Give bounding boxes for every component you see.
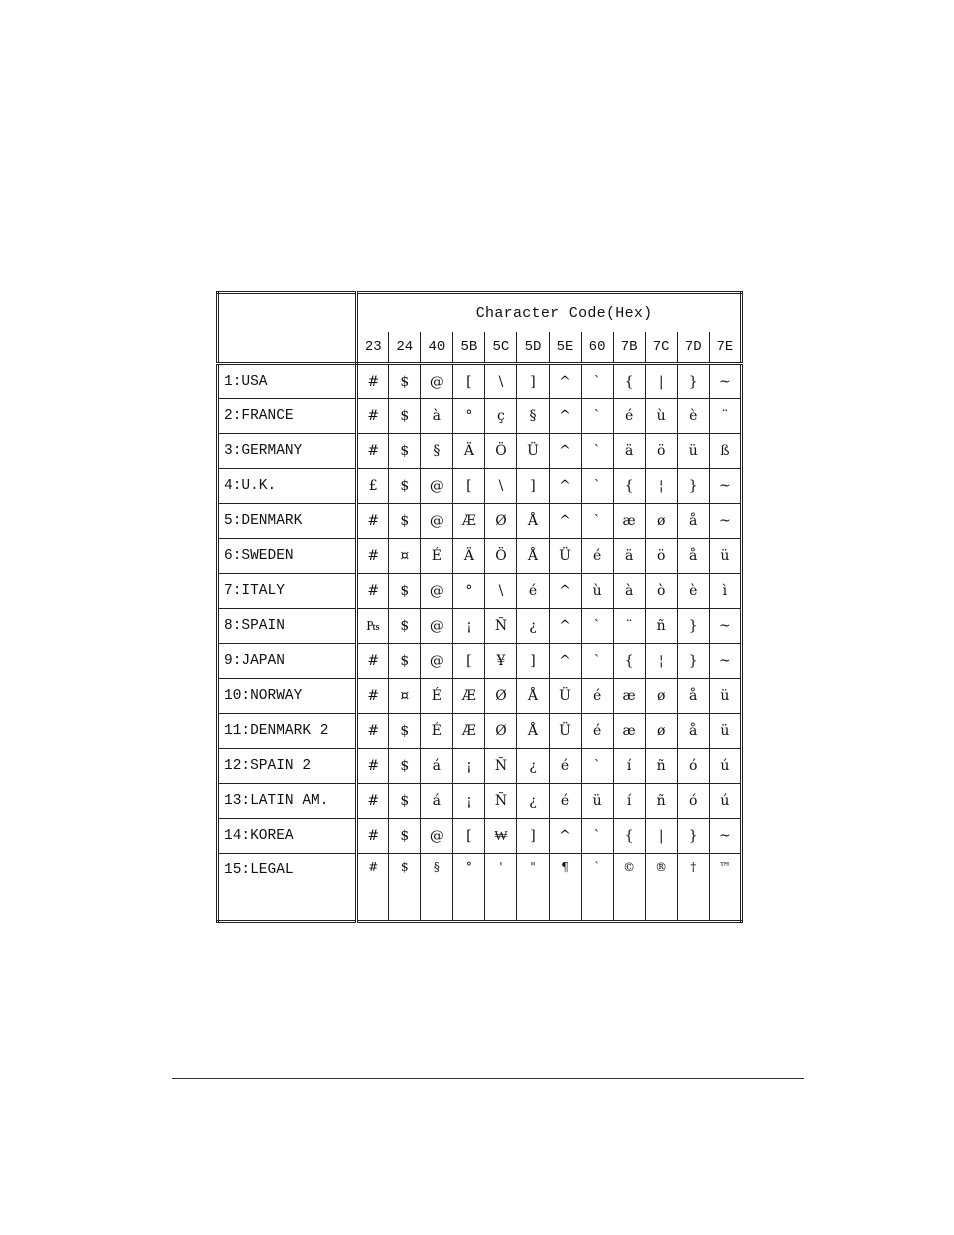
- character-cell: ò: [645, 574, 677, 609]
- character-cell: ä: [613, 539, 645, 574]
- character-cell: }: [677, 644, 709, 679]
- footer-rule: [172, 1078, 804, 1079]
- character-cell: ü: [709, 714, 741, 749]
- character-cell: ó: [677, 749, 709, 784]
- table-body: [218, 364, 742, 922]
- corner-cell: [218, 293, 357, 364]
- table-header: [218, 293, 742, 364]
- table-row: [218, 679, 742, 714]
- character-cell: #: [357, 679, 389, 714]
- character-cell: $: [389, 504, 421, 539]
- character-cell: Ü: [517, 434, 549, 469]
- character-cell: @: [421, 504, 453, 539]
- character-cell: ì: [709, 574, 741, 609]
- character-cell: Ü: [549, 679, 581, 714]
- character-cell: å: [677, 504, 709, 539]
- country-label: 7:ITALY: [218, 574, 357, 609]
- character-cell: ü: [581, 784, 613, 819]
- table-row: [218, 854, 742, 922]
- character-cell: Ø: [485, 504, 517, 539]
- character-cell: [: [453, 819, 485, 854]
- table-row: [218, 399, 742, 434]
- country-label: 8:SPAIN: [218, 609, 357, 644]
- character-cell: $: [389, 819, 421, 854]
- character-cell: }: [677, 364, 709, 399]
- character-cell: $: [389, 399, 421, 434]
- character-cell: `: [581, 504, 613, 539]
- country-label: 15:LEGAL: [218, 854, 357, 922]
- character-cell: ₩: [485, 819, 517, 854]
- character-cell: à: [421, 399, 453, 434]
- character-cell: `: [581, 469, 613, 504]
- character-cell: Ñ: [485, 609, 517, 644]
- character-cell: §: [421, 434, 453, 469]
- country-label: 9:JAPAN: [218, 644, 357, 679]
- character-cell: Ü: [549, 539, 581, 574]
- character-cell: $: [389, 574, 421, 609]
- character-cell: Æ: [453, 714, 485, 749]
- character-cell: é: [581, 679, 613, 714]
- hex-code-header: 24: [389, 332, 421, 364]
- character-cell: Å: [517, 504, 549, 539]
- character-cell: ù: [645, 399, 677, 434]
- character-cell: é: [581, 539, 613, 574]
- character-cell: }: [677, 819, 709, 854]
- character-cell: ú: [709, 784, 741, 819]
- character-cell: ó: [677, 784, 709, 819]
- character-cell: |: [645, 364, 677, 399]
- character-cell: [: [453, 644, 485, 679]
- character-cell: í: [613, 784, 645, 819]
- character-cell: #: [357, 644, 389, 679]
- character-cell: $: [389, 854, 421, 922]
- character-cell: °: [453, 399, 485, 434]
- character-cell: í: [613, 749, 645, 784]
- character-cell: [: [453, 469, 485, 504]
- country-label: 14:KOREA: [218, 819, 357, 854]
- character-cell: `: [581, 399, 613, 434]
- character-cell: ¤: [389, 539, 421, 574]
- character-cell: °: [453, 854, 485, 922]
- character-cell: ^: [549, 644, 581, 679]
- character-cell: é: [613, 399, 645, 434]
- character-cell: ¿: [517, 749, 549, 784]
- character-cell: ¡: [453, 609, 485, 644]
- character-cell: å: [677, 539, 709, 574]
- character-cell: `: [581, 749, 613, 784]
- character-cell: é: [549, 784, 581, 819]
- character-cell: ¨: [709, 399, 741, 434]
- table-row: [218, 819, 742, 854]
- character-cell: @: [421, 819, 453, 854]
- character-cell: Ø: [485, 714, 517, 749]
- character-cell: å: [677, 714, 709, 749]
- country-label: 12:SPAIN 2: [218, 749, 357, 784]
- country-label: 2:FRANCE: [218, 399, 357, 434]
- character-cell: ¶: [549, 854, 581, 922]
- character-cell: ¦: [645, 644, 677, 679]
- character-cell: @: [421, 644, 453, 679]
- character-cell: à: [613, 574, 645, 609]
- character-cell: æ: [613, 679, 645, 714]
- character-cell: ñ: [645, 609, 677, 644]
- character-cell: \: [485, 469, 517, 504]
- table-row: [218, 434, 742, 469]
- character-cell: @: [421, 364, 453, 399]
- character-cell: #: [357, 364, 389, 399]
- hex-code-header: 7D: [677, 332, 709, 364]
- country-label: 13:LATIN AM.: [218, 784, 357, 819]
- character-cell: Å: [517, 714, 549, 749]
- character-cell: @: [421, 469, 453, 504]
- hex-code-header: 23: [357, 332, 389, 364]
- character-cell: £: [357, 469, 389, 504]
- character-cell: §: [421, 854, 453, 922]
- character-cell: ©: [613, 854, 645, 922]
- character-set-table: [216, 291, 743, 923]
- character-cell: é: [517, 574, 549, 609]
- character-cell: ø: [645, 504, 677, 539]
- character-cell: }: [677, 609, 709, 644]
- character-cell: $: [389, 749, 421, 784]
- country-label: 4:U.K.: [218, 469, 357, 504]
- character-cell: ]: [517, 364, 549, 399]
- character-cell: Ø: [485, 679, 517, 714]
- character-cell: ]: [517, 819, 549, 854]
- character-cell: ñ: [645, 784, 677, 819]
- character-cell: ~: [709, 469, 741, 504]
- character-cell: ç: [485, 399, 517, 434]
- character-cell: ¡: [453, 749, 485, 784]
- character-cell: {: [613, 469, 645, 504]
- character-cell: ö: [645, 539, 677, 574]
- character-cell: É: [421, 539, 453, 574]
- character-cell: ^: [549, 469, 581, 504]
- character-cell: {: [613, 644, 645, 679]
- character-cell: †: [677, 854, 709, 922]
- table-row: [218, 749, 742, 784]
- character-cell: ¡: [453, 784, 485, 819]
- hex-code-header: 5D: [517, 332, 549, 364]
- character-cell: ™: [709, 854, 741, 922]
- character-cell: é: [549, 749, 581, 784]
- character-cell: ñ: [645, 749, 677, 784]
- hex-code-header: 7C: [645, 332, 677, 364]
- character-cell: ": [517, 854, 549, 922]
- character-cell: è: [677, 399, 709, 434]
- character-cell: ~: [709, 609, 741, 644]
- character-cell: [: [453, 364, 485, 399]
- character-cell: ^: [549, 434, 581, 469]
- country-label: 11:DENMARK 2: [218, 714, 357, 749]
- character-cell: ¨: [613, 609, 645, 644]
- table-row: [218, 644, 742, 679]
- character-cell: Å: [517, 539, 549, 574]
- character-cell: `: [581, 819, 613, 854]
- character-cell: \: [485, 364, 517, 399]
- character-cell: ö: [645, 434, 677, 469]
- character-cell: }: [677, 469, 709, 504]
- character-cell: $: [389, 364, 421, 399]
- table-row: [218, 539, 742, 574]
- character-cell: ä: [613, 434, 645, 469]
- character-cell: ]: [517, 644, 549, 679]
- character-cell: é: [581, 714, 613, 749]
- table-row: [218, 469, 742, 504]
- character-cell: ~: [709, 644, 741, 679]
- hex-code-header: 5E: [549, 332, 581, 364]
- character-cell: #: [357, 784, 389, 819]
- character-cell: ù: [581, 574, 613, 609]
- character-cell: #: [357, 434, 389, 469]
- hex-code-header: 40: [421, 332, 453, 364]
- table-row: [218, 574, 742, 609]
- character-cell: §: [517, 399, 549, 434]
- character-cell: $: [389, 609, 421, 644]
- character-cell: Æ: [453, 504, 485, 539]
- hex-code-header: 60: [581, 332, 613, 364]
- character-cell: á: [421, 749, 453, 784]
- character-cell: ~: [709, 504, 741, 539]
- character-cell: ü: [709, 679, 741, 714]
- character-cell: `: [581, 609, 613, 644]
- table-row: [218, 784, 742, 819]
- character-cell: ¦: [645, 469, 677, 504]
- character-cell: #: [357, 749, 389, 784]
- character-cell: æ: [613, 714, 645, 749]
- hex-code-header: 5C: [485, 332, 517, 364]
- character-cell: ü: [709, 539, 741, 574]
- character-cell: É: [421, 679, 453, 714]
- character-cell: `: [581, 434, 613, 469]
- character-cell: ¤: [389, 679, 421, 714]
- character-cell: ₧: [357, 609, 389, 644]
- character-cell: ¥: [485, 644, 517, 679]
- country-label: 10:NORWAY: [218, 679, 357, 714]
- character-cell: |: [645, 819, 677, 854]
- character-cell: #: [357, 539, 389, 574]
- character-cell: ^: [549, 504, 581, 539]
- character-cell: ': [485, 854, 517, 922]
- character-cell: `: [581, 364, 613, 399]
- character-cell: {: [613, 819, 645, 854]
- hex-code-header: 7E: [709, 332, 741, 364]
- character-cell: á: [421, 784, 453, 819]
- character-cell: Æ: [453, 679, 485, 714]
- character-cell: è: [677, 574, 709, 609]
- character-cell: ¿: [517, 609, 549, 644]
- character-cell: {: [613, 364, 645, 399]
- character-cell: Ö: [485, 539, 517, 574]
- hex-code-header: 7B: [613, 332, 645, 364]
- character-cell: ^: [549, 819, 581, 854]
- character-cell: ]: [517, 469, 549, 504]
- character-cell: ¿: [517, 784, 549, 819]
- character-cell: Ñ: [485, 784, 517, 819]
- table-title: Character Code(Hex): [357, 293, 742, 333]
- character-cell: ^: [549, 609, 581, 644]
- character-cell: Ñ: [485, 749, 517, 784]
- character-cell: $: [389, 469, 421, 504]
- character-cell: ~: [709, 819, 741, 854]
- character-cell: ^: [549, 574, 581, 609]
- character-cell: $: [389, 714, 421, 749]
- character-cell: ø: [645, 679, 677, 714]
- character-cell: ü: [677, 434, 709, 469]
- country-label: 6:SWEDEN: [218, 539, 357, 574]
- character-cell: Ö: [485, 434, 517, 469]
- character-cell: #: [357, 399, 389, 434]
- character-cell: å: [677, 679, 709, 714]
- character-cell: $: [389, 644, 421, 679]
- character-cell: ú: [709, 749, 741, 784]
- character-cell: Ü: [549, 714, 581, 749]
- country-label: 3:GERMANY: [218, 434, 357, 469]
- hex-code-header: 5B: [453, 332, 485, 364]
- character-cell: ß: [709, 434, 741, 469]
- character-cell: $: [389, 784, 421, 819]
- country-label: 1:USA: [218, 364, 357, 399]
- character-cell: ^: [549, 399, 581, 434]
- character-cell: #: [357, 854, 389, 922]
- character-cell: ø: [645, 714, 677, 749]
- character-cell: æ: [613, 504, 645, 539]
- table-row: [218, 609, 742, 644]
- character-cell: ®: [645, 854, 677, 922]
- character-cell: #: [357, 574, 389, 609]
- character-cell: #: [357, 819, 389, 854]
- character-cell: Ä: [453, 434, 485, 469]
- character-cell: $: [389, 434, 421, 469]
- character-cell: #: [357, 504, 389, 539]
- character-cell: Ä: [453, 539, 485, 574]
- character-cell: `: [581, 854, 613, 922]
- table-row: [218, 504, 742, 539]
- character-cell: ^: [549, 364, 581, 399]
- character-cell: #: [357, 714, 389, 749]
- character-cell: `: [581, 644, 613, 679]
- character-cell: °: [453, 574, 485, 609]
- character-cell: É: [421, 714, 453, 749]
- character-cell: ~: [709, 364, 741, 399]
- character-cell: \: [485, 574, 517, 609]
- character-cell: Å: [517, 679, 549, 714]
- table-row: [218, 714, 742, 749]
- character-cell: @: [421, 574, 453, 609]
- character-cell: @: [421, 609, 453, 644]
- country-label: 5:DENMARK: [218, 504, 357, 539]
- table-row: [218, 364, 742, 399]
